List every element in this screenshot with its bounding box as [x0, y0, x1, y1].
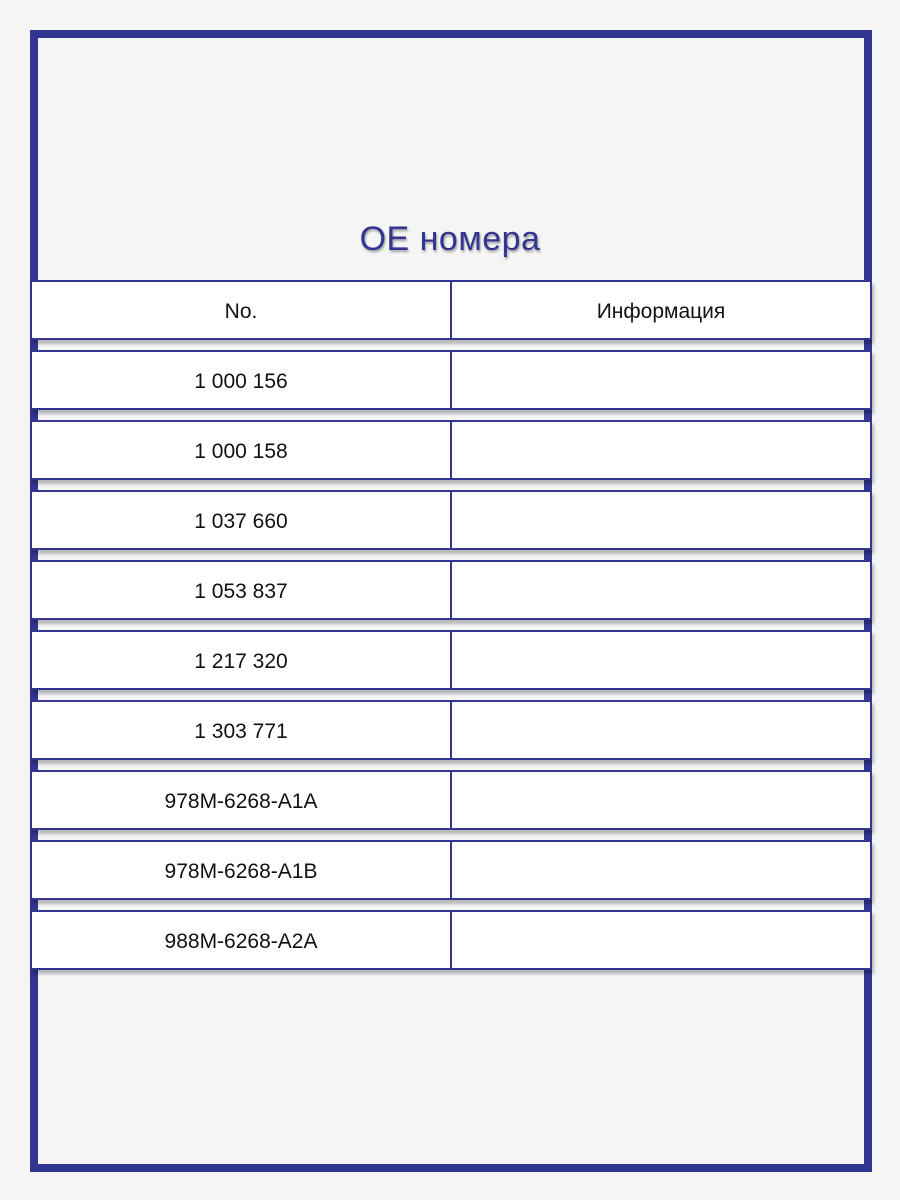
- oe-number-cell: 1 303 771: [32, 702, 452, 758]
- info-cell: [452, 842, 870, 898]
- table-row: [30, 490, 872, 550]
- info-cell: [452, 352, 870, 408]
- info-cell: [452, 632, 870, 688]
- info-cell: [452, 492, 870, 548]
- oe-numbers-table: [30, 280, 872, 970]
- table-row: [30, 560, 872, 620]
- oe-number-cell: 988M-6268-A2A: [32, 912, 452, 968]
- table-row: [30, 910, 872, 970]
- oe-number-cell: 978M-6268-A1B: [32, 842, 452, 898]
- table-row: [30, 840, 872, 900]
- oe-number-cell: 978M-6268-A1A: [32, 772, 452, 828]
- info-cell: [452, 772, 870, 828]
- oe-number-cell: 1 217 320: [32, 632, 452, 688]
- info-cell: [452, 562, 870, 618]
- oe-number-cell: 1 037 660: [32, 492, 452, 548]
- oe-number-cell: 1 000 158: [32, 422, 452, 478]
- table-header-row: [30, 280, 872, 340]
- info-cell: [452, 422, 870, 478]
- info-cell: [452, 702, 870, 758]
- header-info: Информация: [596, 300, 726, 323]
- page-title: OE номера: [359, 220, 541, 258]
- table-row: [30, 770, 872, 830]
- table-row: [30, 420, 872, 480]
- oe-number-cell: 1 053 837: [32, 562, 452, 618]
- table-row: [30, 350, 872, 410]
- info-cell: [452, 912, 870, 968]
- table-row: [30, 630, 872, 690]
- oe-number-cell: 1 000 156: [32, 352, 452, 408]
- table-row: [30, 700, 872, 760]
- header-number: No.: [32, 282, 452, 338]
